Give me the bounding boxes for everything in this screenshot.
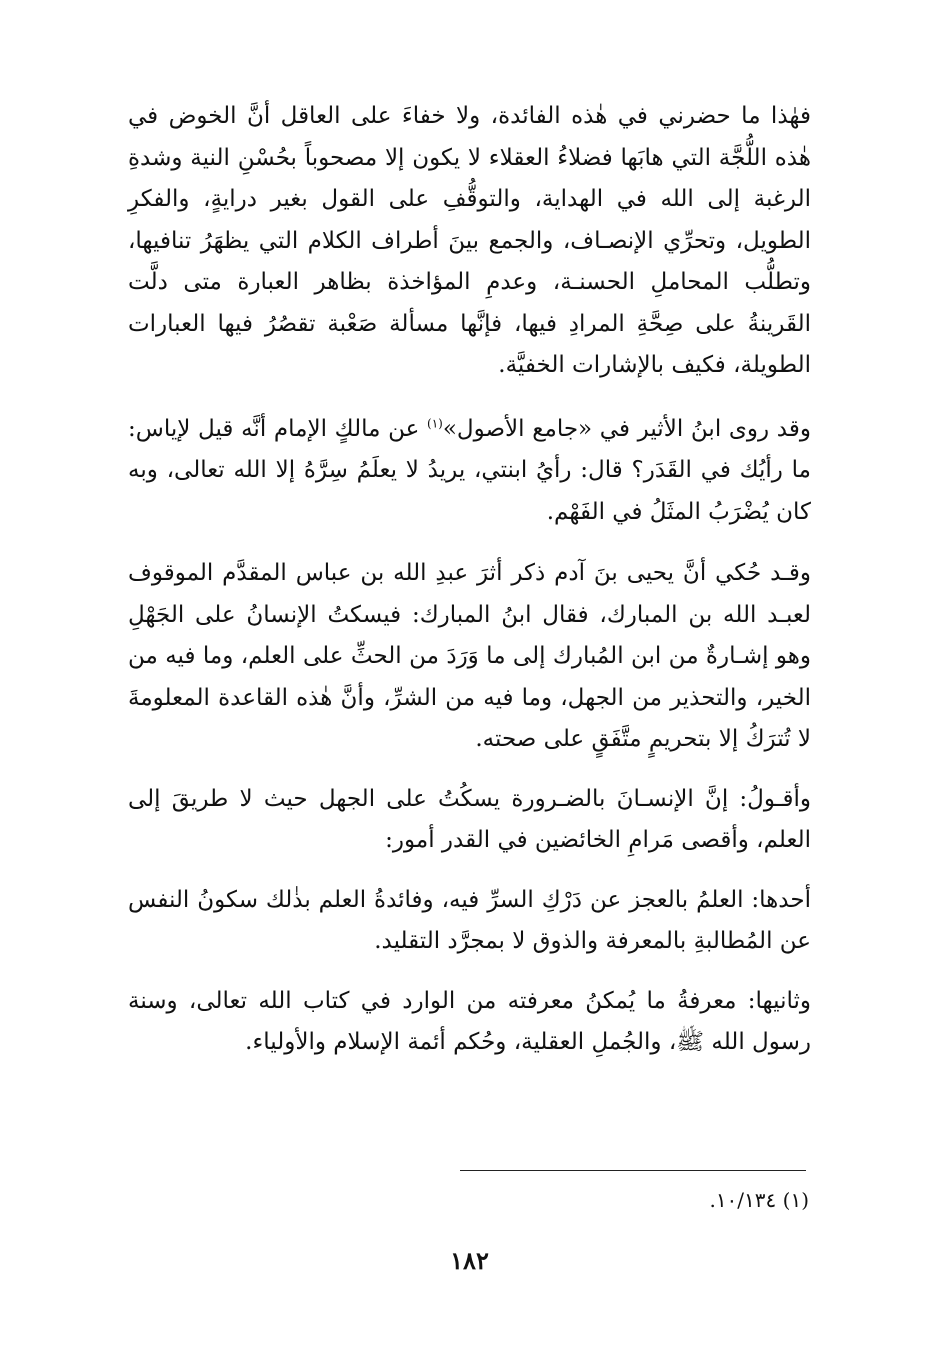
main-text <box>128 96 811 1064</box>
footnote-reference: (١) <box>427 415 443 430</box>
page-number: ١٨٢ <box>450 1246 489 1275</box>
paragraph-3: وقـد حُكي أنَّ يحيى بنَ آدم ذكر أثرَ عبدِ الله بن عباس المقدَّم الموقوف لعبـد الله بن المبارك، فقال ابنُ المبارك: فيسكتُ الإنسانُ على الجَهْلِ وهو إشـارةٌ من ابن المُبارك إلى ما وَرَدَ من الحثِّ على العلم، وما فيه من الخير، والتحذير من الجهل، وما فيه من الشرِّ، وأنَّ هٰذه القاعدة المعلومةَ لا تُترَكُ إلا بتحريمٍ متَّفَقٍ على صحته. <box>128 560 811 752</box>
paragraph-6: وثانيها: معرفةُ ما يُمكنُ معرفته من الوارد في كتاب الله تعالى، وسنة رسول الله ﷺ، والجُملِ العقلية، وحُكم أئمة الإسلام والأولياء. <box>128 987 811 1055</box>
paragraph-1: فهٰذا ما حضرني في هٰذه الفائدة، ولا خفاءَ على العاقل أنَّ الخوض في هٰذه اللُّجَّة التي هابَها فضلاءُ العقلاء لا يكون إلا مصحوباً بحُسْنِ النية وشدةِ الرغبة إلى الله في الهداية، والتوقُّفِ على القول بغير درايةٍ، والفكرِ الطويل، وتحرِّي الإنصـاف، والجمع بينَ أطراف الكلام التي يظهَرُ تنافيها، وتطلُّب المحاملِ الحسنـة، وعدمِ المؤاخذة بظاهر العبارة متى دلَّت القَرينةُ على صِحَّةِ المرادِ فيها، فإنَّها مسألة صَعْبة تقصُرُ فيها العبارات الطويلة، فكيف بالإشارات الخفيَّة. <box>128 103 811 378</box>
paragraph-2-start: وقد روى ابنُ الأثير في «جامع الأصول» <box>442 415 811 442</box>
paragraph-2-rest: عن مالكٍ الإمام أنَّه قيل لإياس: ما رأيُك في القَدَر؟ قال: رأيُ ابنتي، يريدُ لا يعلَمُ سِرَّهُ إلا الله تعالى، وبه كان يُضْرَبُ المثَلُ في الفَهْم. <box>128 415 811 525</box>
footnote-separator <box>460 1170 806 1171</box>
paragraph-4: وأقـولُ: إنَّ الإنسـانَ بالضـرورة يسكُتُ على الجهل حيث لا طريقَ إلى العلم، وأقصى مَرامِ الخائضين في القدر أمور: <box>128 785 811 853</box>
footnote: (١) ١٠/١٣٤. <box>709 1188 809 1212</box>
paragraph-5: أحدها: العلمُ بالعجز عن دَرْكِ السرِّ فيه، وفائدةُ العلم بذٰلك سكونُ النفس عن المُطالبةِ بالمعرفة والذوق لا بمجرَّد التقليد. <box>128 886 811 954</box>
paragraph-2 <box>128 409 811 534</box>
